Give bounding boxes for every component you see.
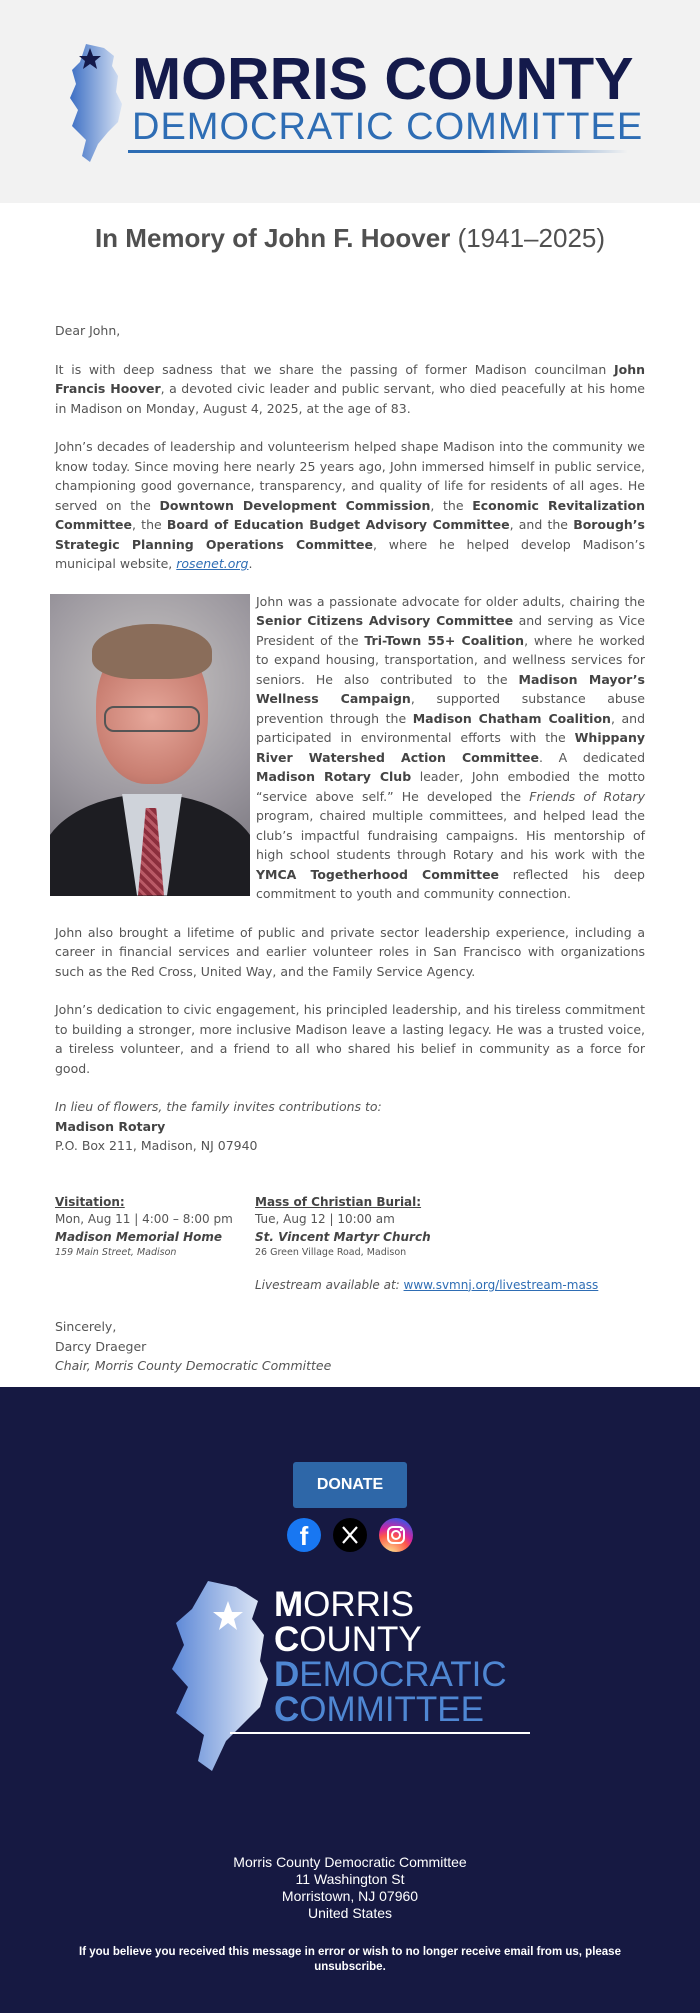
footer-logo[interactable] <box>168 1575 538 1785</box>
logo-subtitle: DEMOCRATIC COMMITTEE <box>132 106 644 148</box>
text: It is with deep sadness that we share the passing of former Madison councilman <box>55 361 614 377</box>
new-jersey-map-icon <box>168 1575 278 1775</box>
photo-paragraph <box>50 592 645 904</box>
bold-text: Madison Chatham Coalition <box>412 710 611 726</box>
rosenet-link[interactable]: rosenet.org <box>176 556 249 571</box>
address-city: Morristown, NJ 07960 <box>281 1888 419 1904</box>
text: John was a passionate advocate for older adults, chairing the <box>256 593 645 609</box>
bold-text: Senior Citizens Advisory Committee <box>256 613 514 628</box>
bold-text: Downtown Development Commission <box>159 497 431 513</box>
paragraph-leadership <box>55 437 645 574</box>
visitation-place: Madison Memorial Home <box>55 1229 223 1244</box>
footer-address <box>0 1854 700 1922</box>
text: , the <box>132 517 167 532</box>
mass-place: St. Vincent Martyr Church <box>255 1229 431 1244</box>
paragraph-passing <box>55 360 645 419</box>
service-details <box>55 1194 645 1258</box>
bold-text: Madison Rotary Club <box>256 769 412 784</box>
text: , the <box>430 497 473 513</box>
text: leader, John embodied the motto “service above self.” He developed the <box>256 769 645 804</box>
text: program, chaired multiple committees, and helped lead the club’s impactful fundraising campaigns. His mentorship of high school students through Rotary and his work with the <box>256 808 645 862</box>
mass-details <box>255 1194 555 1261</box>
bold-text: Board of Education Budget Advisory Committee <box>166 517 510 532</box>
footer-logo-line-2: COUNTY <box>274 1620 422 1659</box>
mass-address: 26 Green Village Road, Madison <box>255 1247 407 1258</box>
text: reflected his deep commitment to youth and community connection. <box>256 866 645 901</box>
mcdc-logo[interactable] <box>68 40 644 165</box>
bold-text: Whippany River Watershed Action Committee <box>256 730 645 765</box>
footer-logo-line-1: MORRIS <box>274 1585 415 1624</box>
text: , and the <box>509 517 574 532</box>
signature-block <box>55 1317 645 1376</box>
unsubscribe-text[interactable]: If you believe you received this message in error or wish to no longer receive email from us, please unsubscribe. <box>79 1946 621 1973</box>
address-country: United States <box>307 1905 393 1921</box>
visitation-address: 159 Main Street, Madison <box>55 1247 177 1258</box>
bold-text: YMCA Togetherhood Committee <box>256 866 500 882</box>
bold-text: Tri-Town 55+ Coalition <box>364 632 525 648</box>
donate-button[interactable]: DONATE <box>293 1462 407 1508</box>
donations-block <box>55 1097 645 1156</box>
logo-title: MORRIS COUNTY <box>132 46 634 112</box>
new-jersey-map-icon <box>68 40 128 165</box>
visitation-when: Mon, Aug 11 | 4:00 – 8:00 pm <box>55 1212 233 1226</box>
visitation-details <box>55 1194 255 1261</box>
charity-address: P.O. Box 211, Madison, NJ 07940 <box>55 1138 258 1153</box>
text: John’s decades of leadership and volunteerism helped shape Madison into the community we know today. Since moving here nearly 25 years ago, John immersed himself in public service, championing good governance, transparency, and quality of life for residents of all ages. He served on the <box>55 439 645 513</box>
in-lieu-text: In lieu of flowers, the family invites contributions to: <box>55 1099 382 1114</box>
title-name: In Memory of John F. Hoover <box>94 223 451 253</box>
livestream-link[interactable]: www.svmnj.org/livestream-mass <box>403 1277 599 1292</box>
text: . A dedicated <box>538 749 646 765</box>
text: , a devoted civic leader and public servant, who died peacefully at his home in Madison on Monday, August 4, 2025, at the age of 83. <box>55 381 646 416</box>
visitation-heading: Visitation: <box>55 1194 125 1209</box>
bold-text: Economic Revitalization Committee <box>55 497 645 532</box>
greeting: Dear John, <box>55 323 121 338</box>
email-body <box>0 203 700 1376</box>
facebook-icon[interactable] <box>287 1518 321 1552</box>
john-hoover-portrait <box>50 594 250 896</box>
footer-logo-line-3: DEMOCRATIC <box>274 1655 507 1694</box>
address-street: 11 Washington St <box>295 1871 405 1887</box>
email-footer <box>0 1387 700 2013</box>
signer-role: Chair, Morris County Democratic Committee <box>55 1358 332 1373</box>
address-org: Morris County Democratic Committee <box>233 1854 467 1870</box>
text: , supported substance abuse prevention through the <box>256 691 645 726</box>
mass-when: Tue, Aug 12 | 10:00 am <box>255 1212 395 1226</box>
charity-name: Madison Rotary <box>55 1118 166 1134</box>
title-years: (1941–2025) <box>457 223 606 253</box>
text: and serving as Vice President of the <box>256 613 646 648</box>
instagram-icon[interactable] <box>379 1518 413 1552</box>
text: , where he helped develop Madison’s municipal website, <box>55 536 645 571</box>
bold-text: Madison Mayor’s Wellness Campaign <box>256 671 645 706</box>
footer-logo-line-4: COMMITTEE <box>274 1690 484 1729</box>
text: , and participated in environmental efforts with the <box>256 710 646 745</box>
paragraph-legacy: John’s dedication to civic engagement, his principled leadership, and his tireless commitment to building a stronger, more inclusive Madison leave a lasting legacy. He was a trusted voice, a tireless volunteer, and a friend to all who shared his belief in community as a force for good. <box>55 1002 645 1076</box>
closing: Sincerely, <box>55 1319 117 1334</box>
livestream-label: Livestream available at: <box>255 1277 400 1292</box>
signer-name: Darcy Draeger <box>55 1338 147 1354</box>
x-icon[interactable] <box>333 1518 367 1552</box>
paragraph-career: John also brought a lifetime of public and private sector leadership experience, including a career in financial services and earlier volunteer roles in San Francisco with organizations such as the Red Cross, United Way, and the Family Service Agency. <box>55 924 645 979</box>
text: , where he worked to expand housing, transportation, and wellness services for seniors. He also contributed to the <box>256 632 645 687</box>
email-header <box>0 0 700 203</box>
livestream-line <box>55 1276 645 1296</box>
mass-heading: Mass of Christian Burial: <box>255 1194 422 1209</box>
italic-text: Friends of Rotary <box>529 788 645 804</box>
footer-logo-underline <box>230 1732 530 1734</box>
bold-text: John Francis Hoover <box>55 361 645 396</box>
text: . <box>248 556 253 571</box>
bold-text: Borough’s Strategic Planning Operations Committee <box>55 517 645 552</box>
page-title <box>55 203 645 279</box>
logo-underline <box>128 150 628 153</box>
svg-text:f: f <box>299 1521 309 1551</box>
